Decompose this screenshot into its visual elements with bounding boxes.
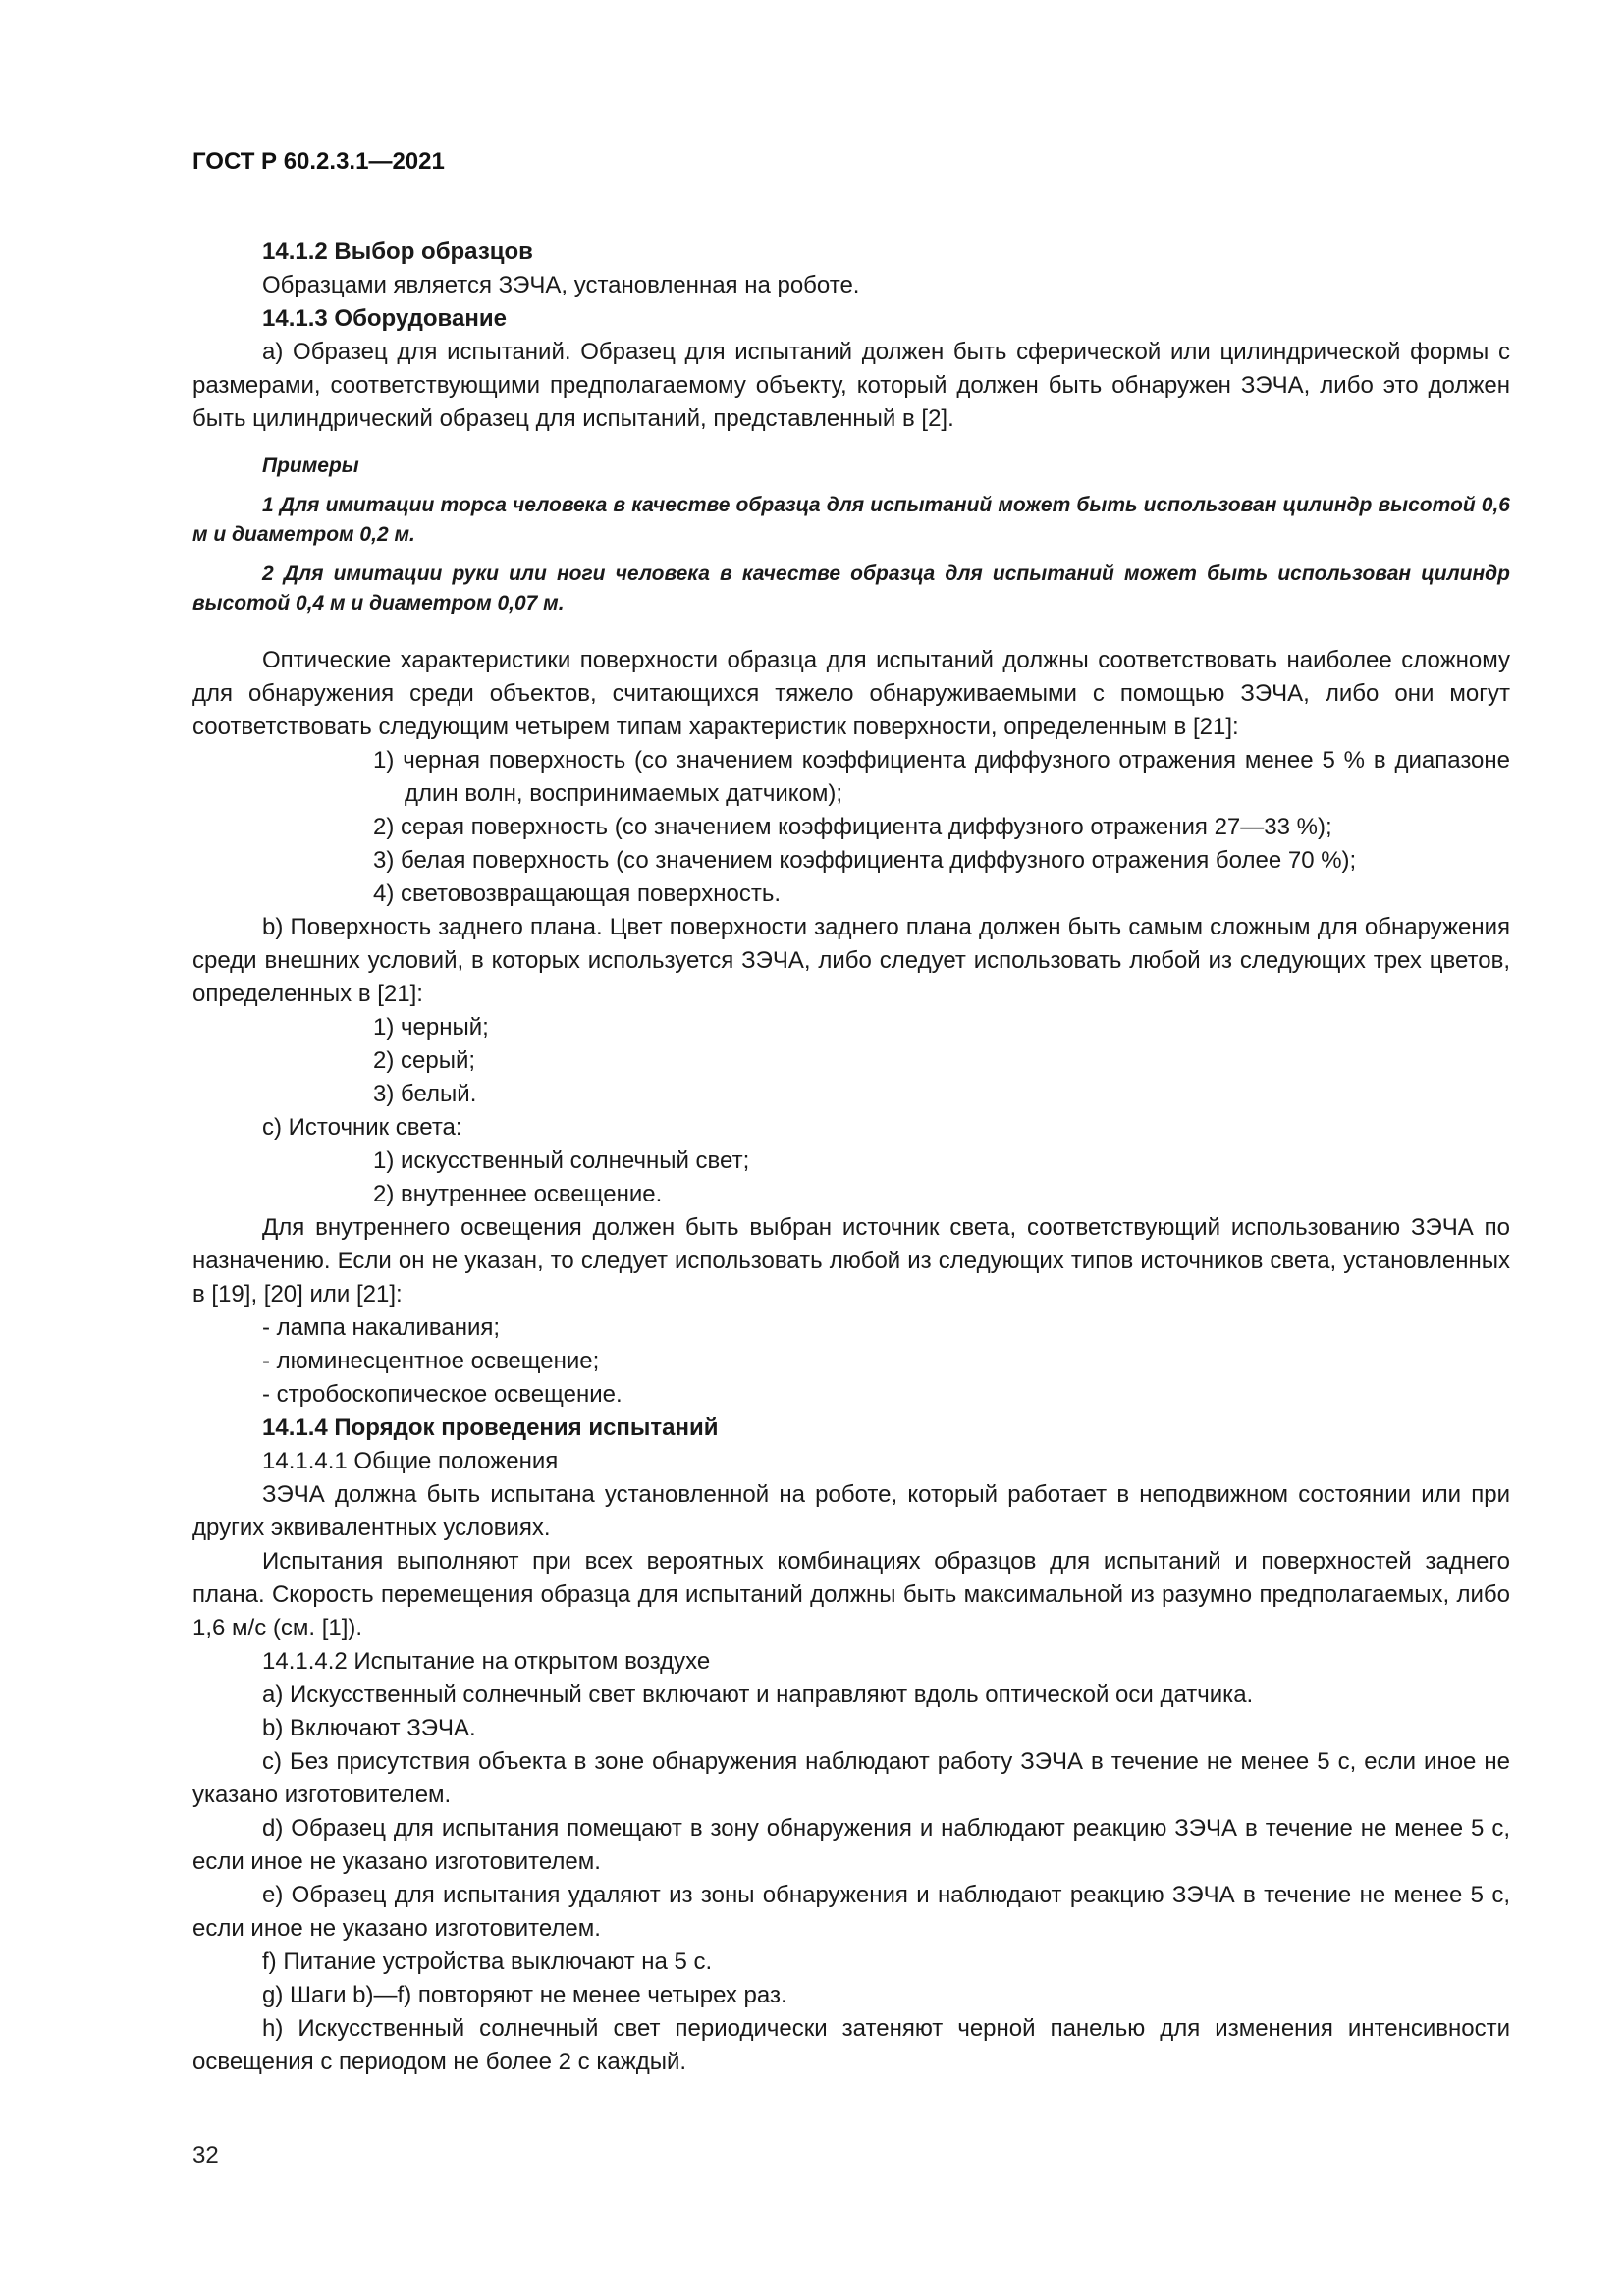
list-item: 3) белая поверхность (со значением коэффициента диффузного отражения более 70 %); [373, 847, 1357, 874]
paragraph: с) Источник света: [262, 1114, 462, 1141]
list-item: 1) черный; [373, 1014, 489, 1041]
paragraph: Для внутреннего освещения должен быть выбран источник света, соответствующий использованию ЗЭЧА по назначению. Если он не указан, то следует использовать любой из следующих типов источников света, установленных в [19], [20] или [21]: [192, 1214, 1510, 1308]
list-item: 2) серая поверхность (со значением коэффициента диффузного отражения 27—33 %); [373, 814, 1332, 840]
paragraph: Образцами является ЗЭЧА, установленная на роботе. [262, 272, 860, 298]
paragraph: b) Включают ЗЭЧА. [262, 1715, 476, 1741]
list-item: 2) серый; [373, 1047, 476, 1074]
paragraph: 14.1.4.2 Испытание на открытом воздухе [262, 1648, 711, 1675]
example-text: 1 Для имитации торса человека в качестве образца для испытаний может быть использован цилиндр высотой 0,6 м и диаметром 0,2 м. [192, 494, 1510, 546]
list-item: 1) искусственный солнечный свет; [373, 1148, 750, 1174]
list-item: 2) внутреннее освещение. [373, 1181, 663, 1207]
list-item: 3) белый. [373, 1081, 477, 1107]
paragraph: b) Поверхность заднего плана. Цвет поверхности заднего плана должен быть самым сложным для обнаружения среди внешних условий, в которых используется ЗЭЧА, либо следует использовать любой из следующих трех цветов, определенных в [21]: [192, 914, 1510, 1007]
list-item: 4) световозвращающая поверхность. [373, 881, 781, 907]
paragraph: h) Искусственный солнечный свет периодически затеняют черной панелью для изменения интенсивности освещения с периодом не более 2 с каждый. [192, 2015, 1510, 2075]
paragraph: с) Без присутствия объекта в зоне обнаружения наблюдают работу ЗЭЧА в течение не менее 5 с, если иное не указано изготовителем. [192, 1748, 1510, 1808]
section-heading: 14.1.3 Оборудование [262, 305, 507, 332]
paragraph: а) Искусственный солнечный свет включают и направляют вдоль оптической оси датчика. [262, 1682, 1254, 1708]
page-number: 32 [192, 2142, 219, 2168]
document-header: ГОСТ Р 60.2.3.1—2021 [192, 148, 445, 175]
document-body [192, 236, 1510, 2079]
paragraph: Оптические характеристики поверхности образца для испытаний должны соответствовать наиболее сложному для обнаружения среди объектов, считающихся тяжело обнаруживаемыми с помощью ЗЭЧА, либо они могут соответствовать следующим четырем типам характеристик поверхности, определенным в [21]: [192, 647, 1510, 740]
example-text: 2 Для имитации руки или ноги человека в качестве образца для испытаний может быть использован цилиндр высотой 0,4 м и диаметром 0,07 м. [192, 562, 1510, 614]
list-item: - люминесцентное освещение; [262, 1348, 600, 1374]
paragraph: d) Образец для испытания помещают в зону обнаружения и наблюдают реакцию ЗЭЧА в течение не менее 5 с, если иное не указано изготовителем. [192, 1815, 1510, 1875]
paragraph: 14.1.4.1 Общие положения [262, 1448, 559, 1474]
list-item: - лампа накаливания; [262, 1314, 501, 1341]
list-item: - стробоскопическое освещение. [262, 1381, 623, 1408]
example-text: Примеры [262, 454, 359, 477]
paragraph: е) Образец для испытания удаляют из зоны обнаружения и наблюдают реакцию ЗЭЧА в течение не менее 5 с, если иное не указано изготовителем. [192, 1882, 1510, 1942]
section-heading: 14.1.2 Выбор образцов [262, 239, 533, 265]
paragraph: ЗЭЧА должна быть испытана установленной на роботе, который работает в неподвижном состоянии или при других эквивалентных условиях. [192, 1481, 1510, 1541]
paragraph: а) Образец для испытаний. Образец для испытаний должен быть сферической или цилиндрической формы с размерами, соответствующими предполагаемому объекту, который должен быть обнаружен ЗЭЧА, либо это должен быть цилиндрический образец для испытаний, представленный в [2]. [192, 339, 1510, 432]
paragraph: Испытания выполняют при всех вероятных комбинациях образцов для испытаний и поверхностей заднего плана. Скорость перемещения образца для испытаний должны быть максимальной из разумно предполагаемых, либо 1,6 м/с (см. [1]). [192, 1548, 1510, 1641]
list-item: 1) черная поверхность (со значением коэффициента диффузного отражения менее 5 % в диапазоне длин волн, воспринимаемых датчиком); [373, 747, 1510, 807]
section-heading: 14.1.4 Порядок проведения испытаний [262, 1415, 719, 1441]
paragraph: g) Шаги b)—f) повторяют не менее четырех раз. [262, 1982, 787, 2008]
paragraph: f) Питание устройства выключают на 5 с. [262, 1949, 713, 1975]
